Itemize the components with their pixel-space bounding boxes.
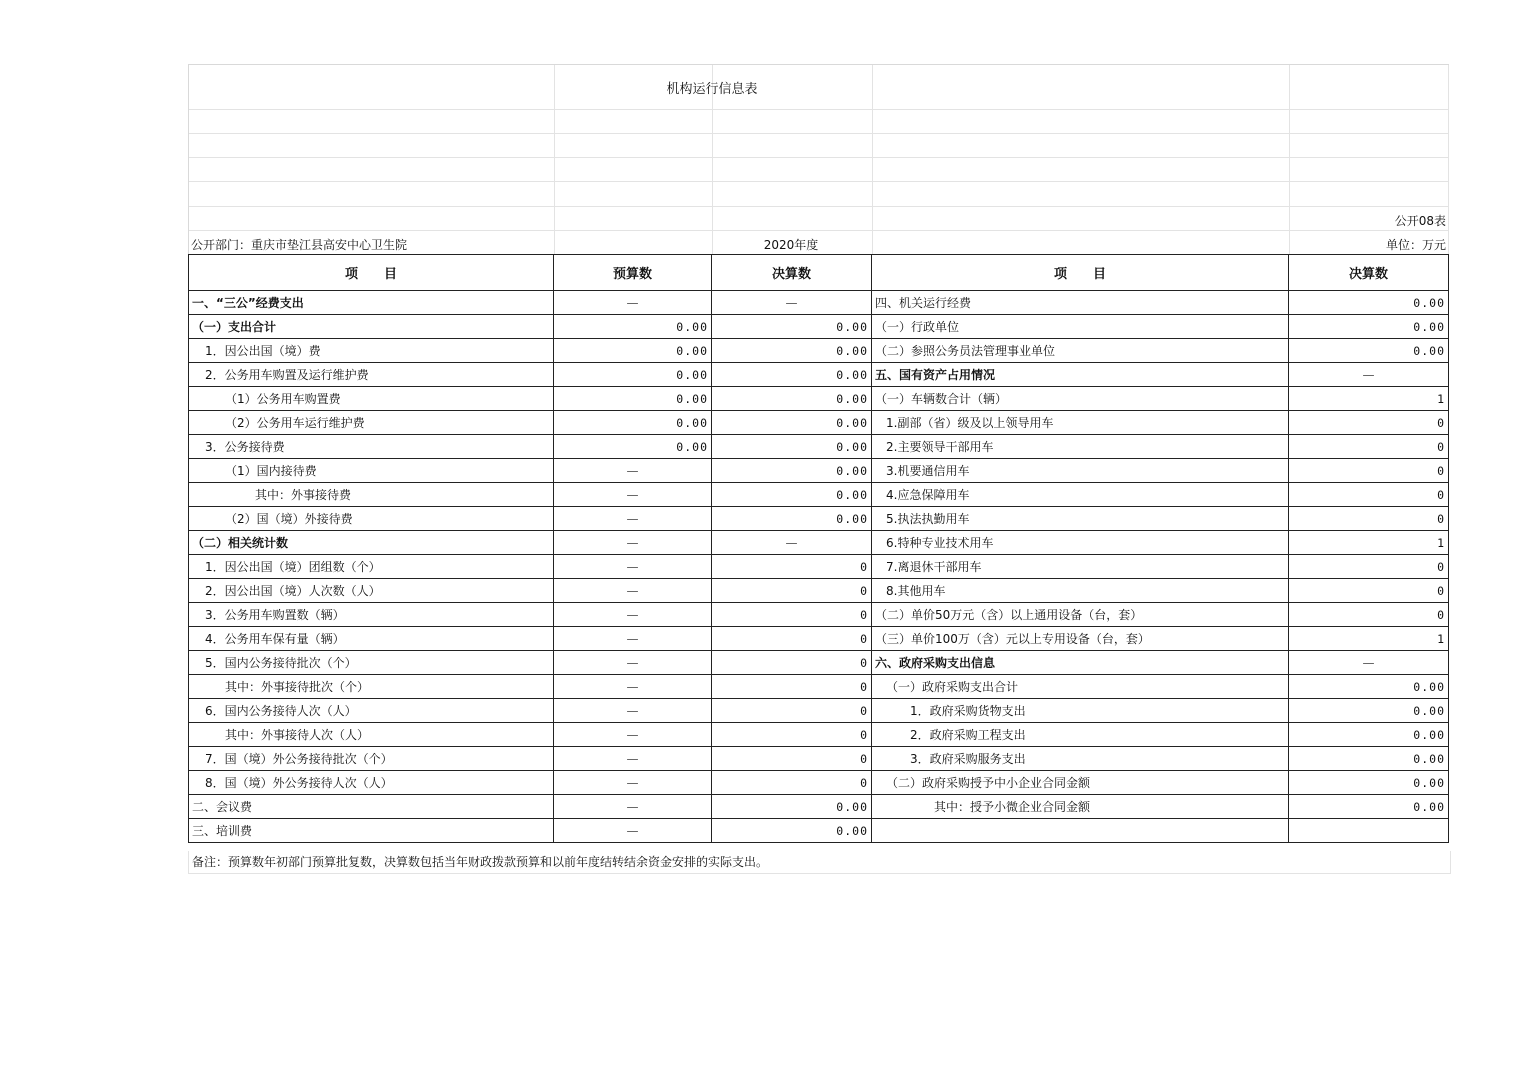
row-final-left: 0.00 xyxy=(712,459,872,483)
table-row xyxy=(189,555,1449,579)
row-final-right: 0.00 xyxy=(1289,723,1449,747)
row-item-left: （2）国（境）外接待费 xyxy=(189,507,554,531)
row-final-left: — xyxy=(712,531,872,555)
header-item-right: 项 目 xyxy=(872,255,1289,291)
grid-line xyxy=(189,181,1449,182)
row-item-left: 2．公务用车购置及运行维护费 xyxy=(189,363,554,387)
table-row xyxy=(189,627,1449,651)
row-item-left: （1）国内接待费 xyxy=(189,459,554,483)
row-item-left: 6．国内公务接待人次（人） xyxy=(189,699,554,723)
row-budget: 0.00 xyxy=(554,435,712,459)
row-item-left: （一）支出合计 xyxy=(189,315,554,339)
row-budget: — xyxy=(554,507,712,531)
row-final-right: 1 xyxy=(1289,387,1449,411)
row-item-right: 1．政府采购货物支出 xyxy=(872,699,1289,723)
row-item-left: 三、培训费 xyxy=(189,819,554,843)
table-row xyxy=(189,435,1449,459)
row-final-right: 0.00 xyxy=(1289,339,1449,363)
row-final-right: 0.00 xyxy=(1289,747,1449,771)
table-row xyxy=(189,387,1449,411)
row-budget: — xyxy=(554,291,712,315)
row-item-right: （三）单价100万（含）元以上专用设备（台，套） xyxy=(872,627,1289,651)
row-budget: — xyxy=(554,723,712,747)
row-final-left: 0 xyxy=(712,651,872,675)
row-final-left: 0.00 xyxy=(712,435,872,459)
row-final-left: 0 xyxy=(712,627,872,651)
header-budget: 预算数 xyxy=(554,255,712,291)
row-item-left: 二、会议费 xyxy=(189,795,554,819)
row-item-left: 3．公务接待费 xyxy=(189,435,554,459)
row-item-right: 4.应急保障用车 xyxy=(872,483,1289,507)
grid-line xyxy=(872,65,873,255)
table-row xyxy=(189,291,1449,315)
row-item-left: 7．国（境）外公务接待批次（个） xyxy=(189,747,554,771)
row-final-left: 0.00 xyxy=(712,507,872,531)
row-budget: — xyxy=(554,771,712,795)
row-final-right xyxy=(1289,819,1449,843)
table-row xyxy=(189,531,1449,555)
row-item-left: （1）公务用车购置费 xyxy=(189,387,554,411)
table-row xyxy=(189,339,1449,363)
row-final-left: 0.00 xyxy=(712,315,872,339)
row-final-left: 0.00 xyxy=(712,387,872,411)
row-item-left: 3．公务用车购置数（辆） xyxy=(189,603,554,627)
footnote: 备注：预算数年初部门预算批复数，决算数包括当年财政拨款预算和以前年度结转结余资金安排的实际支出。 xyxy=(188,851,1451,874)
table-row xyxy=(189,315,1449,339)
row-item-right xyxy=(872,819,1289,843)
row-budget: 0.00 xyxy=(554,411,712,435)
table-row xyxy=(189,363,1449,387)
row-budget: — xyxy=(554,675,712,699)
row-final-left: 0 xyxy=(712,747,872,771)
year-label: 2020年度 xyxy=(763,238,819,252)
row-item-left: 其中：外事接待人次（人） xyxy=(189,723,554,747)
row-final-right: 0.00 xyxy=(1289,795,1449,819)
row-final-right: 0 xyxy=(1289,483,1449,507)
department-label: 公开部门：重庆市垫江县高安中心卫生院 xyxy=(191,238,408,252)
row-item-right: （一）政府采购支出合计 xyxy=(872,675,1289,699)
grid-line xyxy=(189,230,1449,231)
row-final-left: 0 xyxy=(712,675,872,699)
row-item-right: 3．政府采购服务支出 xyxy=(872,747,1289,771)
row-item-left: 其中：外事接待批次（个） xyxy=(189,675,554,699)
row-final-left: 0.00 xyxy=(712,363,872,387)
row-item-right: （一）行政单位 xyxy=(872,315,1289,339)
table-row xyxy=(189,747,1449,771)
row-item-left: 1．因公出国（境）费 xyxy=(189,339,554,363)
row-item-left: 一、“三公”经费支出 xyxy=(189,291,554,315)
row-budget: — xyxy=(554,651,712,675)
row-final-left: 0 xyxy=(712,603,872,627)
table-row xyxy=(189,459,1449,483)
row-item-right: （一）车辆数合计（辆） xyxy=(872,387,1289,411)
form-number: 公开08表 xyxy=(1394,214,1446,228)
row-item-left: 4．公务用车保有量（辆） xyxy=(189,627,554,651)
row-item-right: 3.机要通信用车 xyxy=(872,459,1289,483)
row-item-right: 2．政府采购工程支出 xyxy=(872,723,1289,747)
row-final-left: 0.00 xyxy=(712,411,872,435)
row-budget: — xyxy=(554,747,712,771)
row-final-left: 0.00 xyxy=(712,483,872,507)
row-final-right: 0 xyxy=(1289,555,1449,579)
row-final-right: 0.00 xyxy=(1289,771,1449,795)
row-final-left: 0 xyxy=(712,723,872,747)
table-row xyxy=(189,579,1449,603)
row-item-right: 四、机关运行经费 xyxy=(872,291,1289,315)
row-final-left: 0 xyxy=(712,579,872,603)
row-item-right: 6.特种专业技术用车 xyxy=(872,531,1289,555)
row-item-left: 其中：外事接待费 xyxy=(189,483,554,507)
header-item-left: 项 目 xyxy=(189,255,554,291)
row-final-right: 0 xyxy=(1289,411,1449,435)
row-final-right: — xyxy=(1289,363,1449,387)
row-item-right: （二）参照公务员法管理事业单位 xyxy=(872,339,1289,363)
row-item-right: （二）单价50万元（含）以上通用设备（台，套） xyxy=(872,603,1289,627)
row-item-left: 5．国内公务接待批次（个） xyxy=(189,651,554,675)
row-item-right: 7.离退休干部用车 xyxy=(872,555,1289,579)
row-budget: — xyxy=(554,603,712,627)
row-budget: — xyxy=(554,555,712,579)
row-final-right: 0.00 xyxy=(1289,699,1449,723)
table-row xyxy=(189,483,1449,507)
header-final-right: 决算数 xyxy=(1289,255,1449,291)
row-final-left: 0 xyxy=(712,771,872,795)
row-final-left: 0.00 xyxy=(712,819,872,843)
unit-label: 单位：万元 xyxy=(1385,238,1446,252)
row-item-right: 六、政府采购支出信息 xyxy=(872,651,1289,675)
table-row xyxy=(189,603,1449,627)
grid-line xyxy=(1289,65,1290,255)
row-budget: 0.00 xyxy=(554,315,712,339)
operations-info-table xyxy=(188,254,1449,843)
row-item-right: 其中：授予小微企业合同金额 xyxy=(872,795,1289,819)
table-row xyxy=(189,699,1449,723)
row-item-left: 1．因公出国（境）团组数（个） xyxy=(189,555,554,579)
grid-line xyxy=(189,157,1449,158)
table-title: 机构运行信息表 xyxy=(666,82,758,97)
row-final-right: — xyxy=(1289,651,1449,675)
row-budget: — xyxy=(554,699,712,723)
row-final-right: 0 xyxy=(1289,603,1449,627)
row-item-left: 8．国（境）外公务接待人次（人） xyxy=(189,771,554,795)
table-row xyxy=(189,411,1449,435)
header-final-left: 决算数 xyxy=(712,255,872,291)
row-final-left: 0 xyxy=(712,555,872,579)
row-budget: — xyxy=(554,483,712,507)
row-final-left: 0 xyxy=(712,699,872,723)
row-budget: — xyxy=(554,819,712,843)
table-row xyxy=(189,795,1449,819)
row-item-left: 2．因公出国（境）人次数（人） xyxy=(189,579,554,603)
row-item-right: （二）政府采购授予中小企业合同金额 xyxy=(872,771,1289,795)
grid-line xyxy=(189,133,1449,134)
table-row xyxy=(189,507,1449,531)
row-budget: — xyxy=(554,531,712,555)
row-item-right: 5.执法执勤用车 xyxy=(872,507,1289,531)
row-final-right: 0.00 xyxy=(1289,291,1449,315)
row-item-right: 1.副部（省）级及以上领导用车 xyxy=(872,411,1289,435)
row-budget: — xyxy=(554,579,712,603)
row-final-right: 0 xyxy=(1289,507,1449,531)
row-budget: — xyxy=(554,627,712,651)
row-final-right: 0 xyxy=(1289,435,1449,459)
row-item-right: 8.其他用车 xyxy=(872,579,1289,603)
row-budget: — xyxy=(554,795,712,819)
row-item-right: 2.主要领导干部用车 xyxy=(872,435,1289,459)
grid-line xyxy=(189,206,1449,207)
row-final-right: 0 xyxy=(1289,579,1449,603)
row-final-left: 0.00 xyxy=(712,339,872,363)
row-final-left: 0.00 xyxy=(712,795,872,819)
row-final-right: 0 xyxy=(1289,459,1449,483)
grid-line xyxy=(189,109,1449,110)
table-row xyxy=(189,675,1449,699)
row-budget: — xyxy=(554,459,712,483)
table-row xyxy=(189,771,1449,795)
row-final-right: 1 xyxy=(1289,531,1449,555)
table-row xyxy=(189,651,1449,675)
row-final-left: — xyxy=(712,291,872,315)
row-item-right: 五、国有资产占用情况 xyxy=(872,363,1289,387)
row-budget: 0.00 xyxy=(554,387,712,411)
row-budget: 0.00 xyxy=(554,339,712,363)
row-item-left: （二）相关统计数 xyxy=(189,531,554,555)
row-final-right: 0.00 xyxy=(1289,315,1449,339)
table-row xyxy=(189,819,1449,843)
row-final-right: 1 xyxy=(1289,627,1449,651)
table-row xyxy=(189,723,1449,747)
row-budget: 0.00 xyxy=(554,363,712,387)
header-row xyxy=(189,255,1449,291)
row-item-left: （2）公务用车运行维护费 xyxy=(189,411,554,435)
grid-line xyxy=(1448,65,1449,255)
row-final-right: 0.00 xyxy=(1289,675,1449,699)
